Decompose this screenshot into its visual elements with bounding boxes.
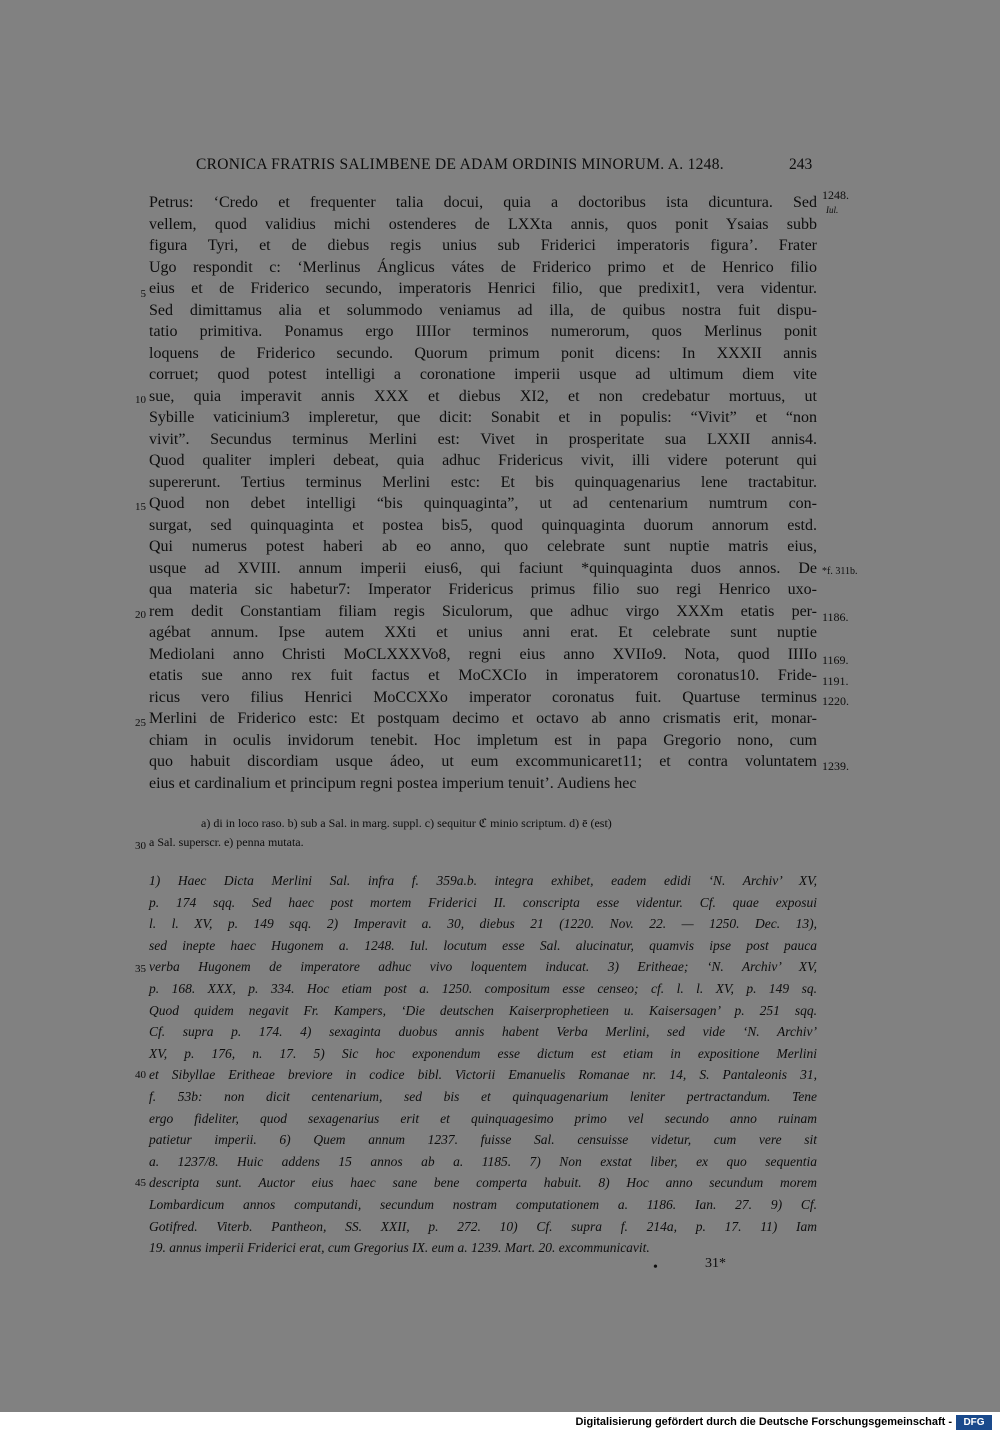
margin-year: 1186. [822, 610, 849, 624]
text-line: tatio primitiva. Ponamus ergo IIIIor terminos numerorum, quos Merlinus ponit [149, 323, 817, 340]
footnote-line: descripta sunt. Auctor eius haec sane bene comperta habuit. 8) Hoc anno secundum morem [149, 1175, 817, 1191]
footnote-line: Cf. supra p. 174. 4) sexaginta duobus annis habent Verba Merlini, sed vide ‘N. Archiv’ [149, 1024, 817, 1040]
line-number: 10 [135, 394, 146, 406]
printer-dot: • [653, 1260, 658, 1275]
margin-year: 1169. [822, 653, 849, 667]
line-number: 30 [135, 840, 146, 852]
footnote-line: l. l. XV, p. 149 sqq. 2) Imperavit a. 30, diebus 21 (1220. Nov. 22. — 1250. Dec. 13), [149, 916, 817, 932]
margin-year: 1220. [822, 694, 849, 708]
footer-credit[interactable]: Digitalisierung gefördert durch die Deutsche Forschungsgemeinschaft - [575, 1416, 952, 1428]
margin-year: 1191. [822, 674, 849, 688]
footnote-line: sed inepte haec Hugonem a. 1248. Iul. locutum esse Sal. alucinatur, quamvis ipse post pauca [149, 937, 817, 953]
page-number: 243 [789, 156, 813, 173]
line-number: 25 [135, 717, 146, 729]
text-line: loquens de Friderico secundo. Quorum primum ponit dicens: In XXXII annis [149, 344, 817, 362]
footnote-line: et Sibyllae Eritheae breviore in codice bibl. Victorii Emanuelis Romanae nr. 14, S. Pantaleonis 31, [149, 1067, 817, 1083]
footnote-line: ergo fideliter, quod sexagenarius erit et quinquagesimo primo vel secundo anno ruinam [149, 1110, 817, 1126]
apparatus-line: a Sal. superscr. e) penna mutata. [149, 835, 304, 849]
text-line: vellem, quod validius michi ostenderes de LXXta annis, quos ponit Ysaias subb [149, 215, 817, 233]
text-line: eius et cardinalium et principum regni postea imperium tenuit’. Audiens hec [149, 774, 637, 792]
text-line: eius et de Friderico secundo, imperatoris Henrici filio, que predixit1, vera videntur. [149, 280, 817, 297]
text-line: sue, quia imperavit annis XXX et diebus XI2, et non credebatur mortuus, ut [149, 387, 817, 405]
text-line: Quod qualiter impleri debeat, quia adhuc Fridericus vivit, illi videre poterunt qui [149, 452, 817, 469]
margin-month: Iul. [826, 205, 839, 215]
footnote-line: patietur imperii. 6) Quem annum 1237. fuisse Sal. censuisse videtur, cum vere sit [149, 1132, 817, 1148]
line-number: 20 [135, 609, 146, 621]
margin-year: 1248. [822, 188, 849, 202]
text-line: Quod non debet intelligi “bis quinquaginta”, ut ad centenarium numtrum con- [149, 495, 817, 512]
text-line: Petrus: ‘Credo et frequenter talia docui, quia a doctoribus ista dicuntura. Sed [149, 194, 817, 211]
running-title: CRONICA FRATRIS SALIMBENE DE ADAM ORDINIS MINORUM. A. 1248. [196, 156, 724, 173]
text-line: vivit”. Secundus terminus Merlini est: Vivet in prosperitate sua LXXII annis4. [149, 430, 817, 448]
text-line: Qui numerus potest haberi ab eo anno, quo celebrate sunt nuptie matris eius, [149, 538, 817, 555]
text-line: Ugo respondit c: ‘Merlinus Ánglicus vátes de Friderico primo et de Henrico filio [149, 258, 817, 276]
text-line: figura Tyri, et de diebus regis unius sub Friderici imperatoris figura’. Frater [149, 237, 817, 254]
text-line: chiam in oculis invidorum tenebit. Hoc impletum est in papa Gregorio nono, cum [149, 731, 817, 749]
apparatus-line: a) di in loco raso. b) sub a Sal. in marg. suppl. c) sequitur ℭ minio scriptum. d) ē (est) [201, 816, 612, 830]
text-line: quo habuit discordiam usque ádeo, ut eum excommunicaret11; et contra voluntatem [149, 753, 817, 770]
text-line: usque ad XVIII. annum imperii eius6, qui faciunt *quinquaginta duos annos. De [149, 559, 817, 577]
footnote-line: Gotifred. Viterb. Pantheon, SS. XXII, p. 272. 10) Cf. supra f. 214a, p. 17. 11) Iam [149, 1218, 817, 1234]
footnote-line: a. 1237/8. Huic addens 15 annos ab a. 1185. 7) Non exstat liber, ex quo sequentia [149, 1153, 817, 1169]
footnote-line: Lombardicum annos computandi, secundum nostram computationem a. 1186. Ian. 27. 9) Cf. [149, 1197, 817, 1212]
text-line: supererunt. Tertius terminus Merlini estc: Et bis quinquagenarius lene tractabitur. [149, 473, 817, 491]
text-line: qua materia sic habetur7: Imperator Fridericus primus filio suo regi Henrico uxo- [149, 581, 817, 598]
line-number: 45 [135, 1177, 146, 1189]
text-line: Sed dimittamus alia et solummodo veniamus ad illa, de quibus nostra fuit dispu- [149, 301, 817, 319]
text-line: agébat annum. Ipse autem XXti et unius anni erat. Et celebrate sunt nuptie [149, 624, 817, 641]
text-line: surgat, sed quinquaginta et postea bis5, quod quinquaginta duorum annorum estd. [149, 516, 817, 534]
text-line: Mediolani anno Christi MoCLXXXVo8, regni eius anno XVIIo9. Nota, quod IIIIo [149, 645, 817, 663]
footnote-line: XV, p. 176, n. 17. 5) Sic hoc exponendum esse dictum est etiam in expositione Merlini [149, 1045, 817, 1061]
footnote-line: verba Hugonem de imperatore adhuc vivo loquentem inducat. 3) Eritheae; ‘N. Archiv’ XV, [149, 959, 817, 975]
line-number: 5 [140, 288, 146, 300]
line-number: 35 [135, 963, 146, 975]
footnote-line: f. 53b: non dicit centenarium, sed bis et quinquagenarium leniter pertractandum. Tene [149, 1089, 817, 1104]
text-line: corruet; quod potest intelligi a coronatione imperii usque ad ultimum diem vite [149, 366, 817, 383]
margin-folio: *f. 311b. [822, 566, 858, 577]
dfg-logo[interactable]: DFG [956, 1415, 992, 1430]
text-line: Sybille vaticinium3 impleretur, que dicit: Sonabit et in populis: “Vivit” et “non [149, 409, 817, 426]
line-number: 15 [135, 501, 146, 513]
text-line: etatis sue anno rex fuit factus et MoCXCIo in imperatorem coronatus10. Fride- [149, 667, 817, 684]
text-line: ricus vero filius Henrici MoCCXXo imperator coronatus fuit. Quartuse terminus [149, 688, 817, 706]
line-number: 40 [135, 1069, 146, 1081]
footnote-line: 1) Haec Dicta Merlini Sal. infra f. 359a.b. integra exhibet, eadem edidi ‘N. Archiv’ XV, [149, 873, 817, 888]
footnote-line: 19. annus imperii Friderici erat, cum Gregorius IX. eum a. 1239. Mart. 20. excommunicavit. [149, 1240, 650, 1256]
text-line: Merlini de Friderico estc: Et postquam decimo et octavo ab anno crismatis erit, monar- [149, 710, 817, 727]
signature-mark: 31* [705, 1256, 726, 1271]
footnote-line: p. 168. XXX, p. 334. Hoc etiam post a. 1250. compositum esse censeo; cf. l. l. XV, p. 149 sq. [149, 981, 817, 996]
footnote-line: p. 174 sqq. Sed haec post mortem Friderici II. conscripta esse videntur. Cf. quae exposui [149, 894, 817, 910]
text-line: rem dedit Constantiam filiam regis Siculorum, que adhuc virgo XXXm etatis per- [149, 602, 817, 620]
margin-year: 1239. [822, 759, 849, 773]
footnote-line: Quod quidem negavit Fr. Kampers, ‘Die deutschen Kaiserprophetieen u. Kaisersagen’ p. 251 sqq. [149, 1002, 817, 1018]
